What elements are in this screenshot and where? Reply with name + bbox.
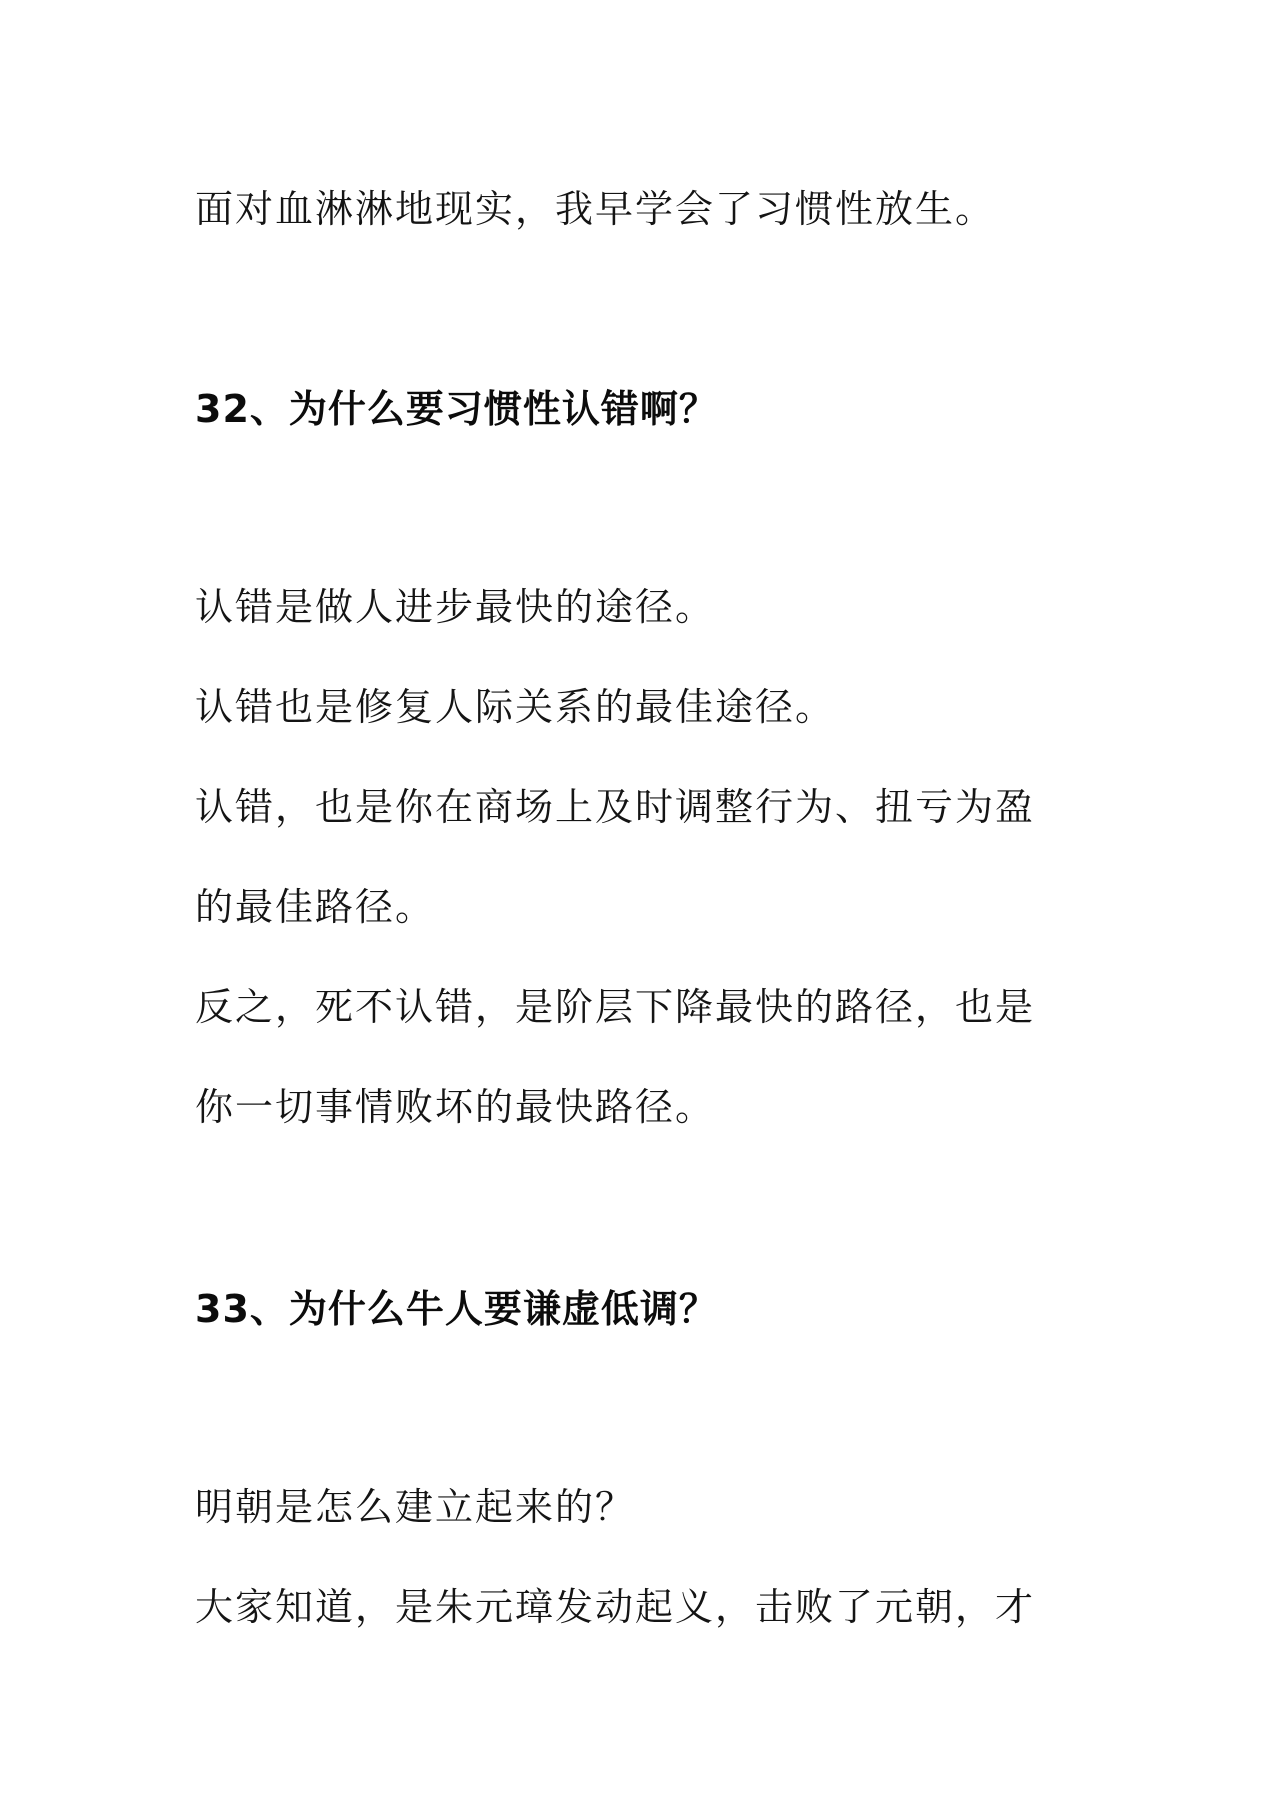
- section-33-line-1: 明朝是怎么建立起来的？: [195, 1485, 636, 1529]
- section-32-line-2: 认错也是修复人际关系的最佳途径。: [195, 685, 836, 729]
- section-33-heading: 33、为什么牛人要谦虚低调？: [195, 1287, 718, 1331]
- section-33-line-2: 大家知道，是朱元璋发动起义，击败了元朝，才: [195, 1585, 1036, 1629]
- section-32-line-6: 你一切事情败坏的最快路径。: [195, 1085, 716, 1129]
- section-32-line-1: 认错是做人进步最快的途径。: [195, 585, 716, 629]
- section-32-line-4: 的最佳路径。: [195, 885, 436, 929]
- section-32-line-5: 反之，死不认错，是阶层下降最快的路径，也是: [195, 985, 1036, 1029]
- intro-paragraph: 面对血淋淋地现实，我早学会了习惯性放生。: [195, 187, 996, 231]
- section-32-line-3: 认错，也是你在商场上及时调整行为、扭亏为盈: [195, 785, 1036, 829]
- section-32-heading: 32、为什么要习惯性认错啊？: [195, 387, 718, 431]
